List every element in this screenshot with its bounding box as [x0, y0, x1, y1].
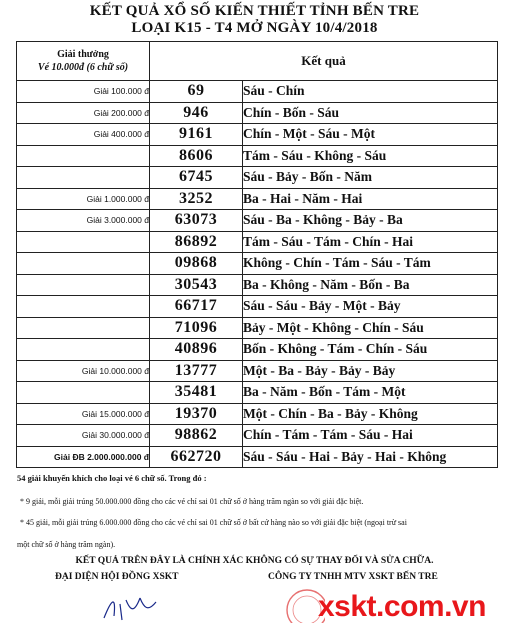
winning-number: 19370: [150, 403, 243, 425]
prize-label: [17, 339, 150, 361]
result-row: [17, 360, 498, 382]
page-subtitle: LOẠI K15 - T4 MỞ NGÀY 10/4/2018: [131, 20, 378, 36]
prize-label: Giải 10.000.000 đ: [17, 360, 150, 382]
prize-label: Giải ĐB 2.000.000.000 đ: [17, 446, 150, 468]
result-row: [17, 274, 498, 296]
page-title: KẾT QUẢ XỔ SỐ KIẾN THIẾT TỈNH BẾN TRE: [89, 3, 420, 19]
number-in-words: Một - Chín - Ba - Bảy - Không: [243, 403, 498, 425]
number-in-words: Sáu - Bảy - Bốn - Năm: [243, 167, 498, 189]
winning-number: 8606: [150, 145, 243, 167]
winning-number: 30543: [150, 274, 243, 296]
consolation-note-1: * 9 giải, mỗi giải trúng 50.000.000 đồng cho các vé chỉ sai 01 chữ số ở hàng trăm ngàn so với giải đặc biệt.: [20, 497, 364, 506]
number-in-words: Sáu - Sáu - Hai - Bảy - Hai - Không: [243, 446, 498, 468]
winning-number: 13777: [150, 360, 243, 382]
number-in-words: Tám - Sáu - Tám - Chín - Hai: [243, 231, 498, 253]
number-in-words: Sáu - Ba - Không - Bảy - Ba: [243, 210, 498, 232]
result-row: [17, 446, 498, 468]
winning-number: 40896: [150, 339, 243, 361]
consolation-summary: 54 giải khuyến khích cho loại vé 6 chữ số. Trong đó :: [17, 473, 207, 483]
number-in-words: Ba - Không - Năm - Bốn - Ba: [243, 274, 498, 296]
winning-number: 86892: [150, 231, 243, 253]
prize-label: Giải 1.000.000 đ: [17, 188, 150, 210]
prize-label: Giải 100.000 đ: [17, 81, 150, 103]
number-in-words: Sáu - Chín: [243, 81, 498, 103]
winning-number: 63073: [150, 210, 243, 232]
number-in-words: Chín - Bốn - Sáu: [243, 102, 498, 124]
prize-label: Giải 3.000.000 đ: [17, 210, 150, 232]
consolation-note-3: một chữ số ở hàng trăm ngàn).: [17, 540, 116, 549]
prize-label: Giải 200.000 đ: [17, 102, 150, 124]
winning-number: 662720: [150, 446, 243, 468]
number-in-words: Bảy - Một - Không - Chín - Sáu: [243, 317, 498, 339]
winning-number: 71096: [150, 317, 243, 339]
prize-label: [17, 296, 150, 318]
prize-label: [17, 382, 150, 404]
prize-label: [17, 231, 150, 253]
prize-label: [17, 253, 150, 275]
winning-number: 9161: [150, 124, 243, 146]
results-table: [16, 41, 498, 468]
council-signer: ĐẠI DIỆN HỘI ĐỒNG XSKT: [55, 572, 179, 582]
winning-number: 98862: [150, 425, 243, 447]
number-in-words: Ba - Hai - Năm - Hai: [243, 188, 498, 210]
prize-header-label: Giải thưởng: [57, 49, 109, 60]
company-signer: CÔNG TY TNHH MTV XSKT BẾN TRE: [268, 572, 438, 582]
result-row: [17, 339, 498, 361]
number-in-words: Sáu - Sáu - Bảy - Một - Bảy: [243, 296, 498, 318]
winning-number: 6745: [150, 167, 243, 189]
prize-label: Giải 30.000.000 đ: [17, 425, 150, 447]
number-in-words: Một - Ba - Bảy - Bảy - Bảy: [243, 360, 498, 382]
prize-label: [17, 274, 150, 296]
result-row: [17, 188, 498, 210]
result-row: [17, 167, 498, 189]
number-in-words: Tám - Sáu - Không - Sáu: [243, 145, 498, 167]
website-watermark: xskt.com.vn: [318, 590, 486, 623]
result-row: [17, 102, 498, 124]
result-row: [17, 210, 498, 232]
prize-label: Giải 15.000.000 đ: [17, 403, 150, 425]
result-row: [17, 296, 498, 318]
result-row: [17, 124, 498, 146]
result-row: [17, 425, 498, 447]
result-row: [17, 145, 498, 167]
winning-number: 09868: [150, 253, 243, 275]
handwritten-signature: [100, 590, 160, 622]
result-column-header: Kết quả: [150, 42, 498, 81]
result-row: [17, 231, 498, 253]
result-row: [17, 81, 498, 103]
result-row: [17, 403, 498, 425]
number-in-words: Không - Chín - Tám - Sáu - Tám: [243, 253, 498, 275]
prize-column-header: [17, 42, 150, 81]
number-in-words: Chín - Một - Sáu - Một: [243, 124, 498, 146]
number-in-words: Ba - Năm - Bốn - Tám - Một: [243, 382, 498, 404]
result-row: [17, 253, 498, 275]
winning-number: 35481: [150, 382, 243, 404]
prize-subheader-label: Vé 10.000đ (6 chữ số): [37, 62, 129, 73]
number-in-words: Chín - Tám - Tám - Sáu - Hai: [243, 425, 498, 447]
prize-label: [17, 145, 150, 167]
prize-label: Giải 400.000 đ: [17, 124, 150, 146]
winning-number: 69: [150, 81, 243, 103]
result-row: [17, 382, 498, 404]
number-in-words: Bốn - Không - Tám - Chín - Sáu: [243, 339, 498, 361]
consolation-note-2: * 45 giải, mỗi giải trúng 6.000.000 đồng cho các vé chỉ sai 01 chữ số ở bất cứ hàng nào so với giải đặc biệt (ngoại trừ sai: [20, 518, 407, 527]
result-row: [17, 317, 498, 339]
prize-label: [17, 317, 150, 339]
winning-number: 3252: [150, 188, 243, 210]
winning-number: 66717: [150, 296, 243, 318]
confirmation-statement: KẾT QUẢ TRÊN ĐÂY LÀ CHÍNH XÁC KHÔNG CÓ SỰ THAY ĐỔI VÀ SỬA CHỮA.: [75, 556, 434, 566]
winning-number: 946: [150, 102, 243, 124]
prize-label: [17, 167, 150, 189]
